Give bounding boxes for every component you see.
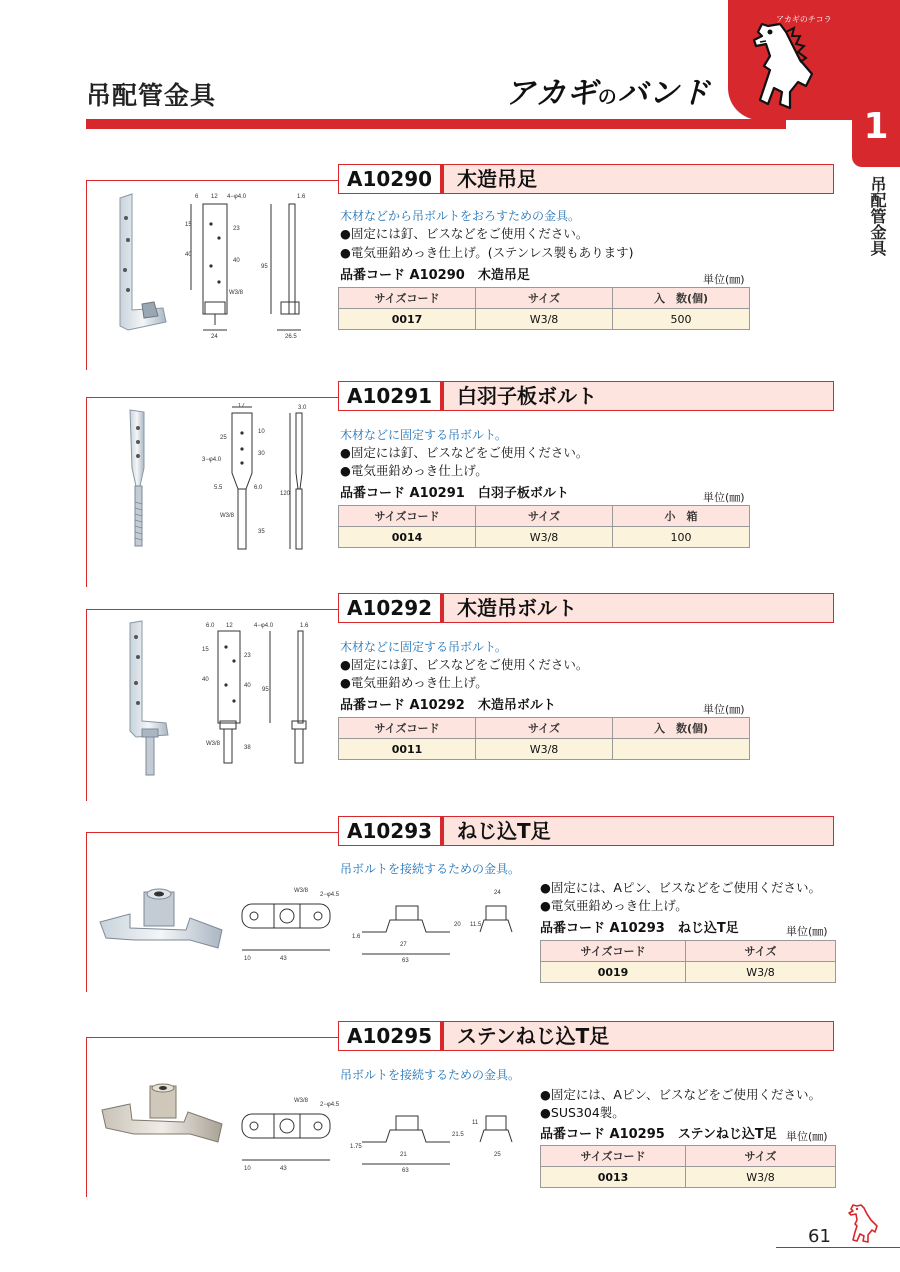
unit-label: 単位(㎜): [703, 491, 745, 504]
section-rule: [86, 180, 338, 181]
dim-label: 1.6: [297, 194, 306, 200]
table-cell: 100: [613, 527, 750, 548]
spec-table: [338, 505, 750, 548]
table-cell: 500: [613, 309, 750, 330]
bullet-item: ●電気亜鉛めっき仕上げ。(ステンレス製もあります): [340, 245, 634, 260]
dim-label: W3/8: [220, 513, 235, 519]
lead-text: 木材などに固定する吊ボルト。: [340, 428, 507, 442]
product-name: 白羽子板ボルト: [457, 384, 597, 408]
dim-label: 95: [262, 687, 269, 693]
product-code: A10293: [339, 817, 444, 845]
section-rule: [86, 397, 87, 587]
product-code: A10290: [339, 165, 444, 193]
dim-label: 43: [280, 1166, 287, 1172]
table-header: サイズコード: [339, 288, 476, 309]
product-photo-a10292: [118, 617, 183, 782]
dim-label: 4−φ4.0: [227, 194, 247, 200]
dim-label: 43: [280, 956, 287, 962]
dim-label: 30: [258, 451, 265, 457]
dim-label: 11.5: [470, 922, 482, 928]
dim-label: 63: [402, 1168, 409, 1174]
spec-table: [338, 287, 750, 330]
table-cell: 0013: [541, 1167, 686, 1188]
product-photo-a10291: [118, 406, 158, 551]
bullet-item: ●固定には、Aピン、ビスなどをご使用ください。: [540, 1087, 821, 1102]
product-code-label: 品番コード A10292 木造吊ボルト: [340, 698, 556, 713]
table-header: サイズ: [476, 288, 613, 309]
dim-label: 24: [494, 890, 501, 896]
table-cell: W3/8: [476, 309, 613, 330]
dim-label: 6.0: [254, 485, 263, 491]
dim-label: 17: [238, 403, 245, 409]
dim-label: 3.0: [298, 405, 307, 411]
dim-label: 1.6: [352, 934, 361, 940]
section-rule: [86, 832, 87, 992]
bullet-item: ●固定には釘、ビスなどをご使用ください。: [340, 226, 589, 241]
chapter-label: 吊配管金具: [868, 176, 887, 256]
table-cell: W3/8: [686, 1167, 836, 1188]
dim-label: 40: [233, 258, 240, 264]
table-header: 入 数(個): [613, 288, 750, 309]
section-title-a10290: [338, 164, 834, 194]
dimension-drawing-a10295: [236, 1094, 526, 1174]
bullet-item: ●電気亜鉛めっき仕上げ。: [340, 463, 488, 478]
footer-rule: [776, 1247, 900, 1248]
bullet-item: ●SUS304製。: [540, 1105, 625, 1120]
bullet-item: ●固定には釘、ビスなどをご使用ください。: [340, 445, 589, 460]
spec-table: [338, 717, 750, 760]
section-rule: [86, 1037, 338, 1038]
dim-label: 40: [185, 252, 192, 258]
dim-label: 27: [400, 942, 407, 948]
unit-label: 単位(㎜): [703, 703, 745, 716]
dim-label: 40: [202, 677, 209, 683]
mascot-caption: アカギのチコラ: [776, 15, 832, 24]
section-title-a10291: [338, 381, 834, 411]
dim-label: 35: [258, 529, 265, 535]
table-header: 小 箱: [613, 506, 750, 527]
bullet-item: ●固定には、Aピン、ビスなどをご使用ください。: [540, 880, 821, 895]
dim-label: 10: [244, 956, 251, 962]
table-header: サイズコード: [541, 1146, 686, 1167]
section-rule: [86, 609, 87, 801]
table-cell: 0014: [339, 527, 476, 548]
lead-text: 吊ボルトを接続するための金具。: [340, 862, 521, 876]
dimension-drawing-a10293: [236, 884, 526, 964]
brand-main: アカギ: [505, 76, 598, 111]
dim-label: W3/8: [294, 1098, 309, 1104]
header-red-bar: [86, 119, 786, 129]
bullet-item: ●電気亜鉛めっき仕上げ。: [340, 675, 488, 690]
dinosaur-mascot-icon: [845, 1200, 879, 1244]
section-title-a10293: [338, 816, 834, 846]
table-cell: W3/8: [476, 527, 613, 548]
dim-label: 10: [244, 1166, 251, 1172]
dim-label: 63: [402, 958, 409, 964]
table-cell: 0011: [339, 739, 476, 760]
dim-label: 23: [244, 653, 251, 659]
chapter-tab: 1: [852, 87, 900, 167]
dim-label: W3/8: [229, 290, 244, 296]
dim-label: 11: [472, 1120, 479, 1126]
product-code: A10292: [339, 594, 444, 622]
table-header: サイズ: [686, 941, 836, 962]
bullet-item: ●電気亜鉛めっき仕上げ。: [540, 898, 688, 913]
product-code: A10295: [339, 1022, 444, 1050]
section-rule: [86, 609, 338, 610]
table-cell: W3/8: [686, 962, 836, 983]
dim-label: 10: [258, 429, 265, 435]
product-name: ステンねじ込T足: [457, 1024, 610, 1048]
dim-label: 5.5: [214, 485, 223, 491]
dim-label: 4−φ4.0: [254, 623, 274, 629]
dinosaur-mascot-icon: [740, 12, 820, 117]
dim-label: 2−φ4.5: [320, 1102, 340, 1108]
unit-label: 単位(㎜): [703, 273, 745, 286]
section-title-a10292: [338, 593, 834, 623]
dimension-drawing-a10290: [185, 190, 335, 340]
dimension-drawing-a10291: [200, 403, 330, 553]
dim-label: 24: [211, 334, 218, 340]
unit-label: 単位(㎜): [786, 925, 828, 938]
dim-label: 1.6: [300, 623, 309, 629]
dim-label: 25: [494, 1152, 501, 1158]
section-rule: [86, 1037, 87, 1197]
dim-label: 15: [185, 222, 192, 228]
product-photo-a10290: [108, 190, 178, 340]
dimension-drawing-a10292: [200, 621, 330, 771]
section-rule: [86, 397, 338, 398]
product-photo-a10295: [98, 1082, 228, 1162]
spec-table: [540, 1145, 836, 1188]
table-header: サイズコード: [339, 506, 476, 527]
dim-label: 6: [195, 194, 199, 200]
table-header: サイズ: [686, 1146, 836, 1167]
table-header: サイズコード: [541, 941, 686, 962]
page-title: 吊配管金具: [86, 81, 217, 110]
dim-label: 120: [280, 491, 291, 497]
dim-label: 38: [244, 745, 251, 751]
table-cell: [613, 739, 750, 760]
product-name: ねじ込T足: [457, 819, 551, 843]
dim-label: W3/8: [294, 888, 309, 894]
bullet-item: ●固定には釘、ビスなどをご使用ください。: [340, 657, 589, 672]
dim-label: 20: [454, 922, 461, 928]
unit-label: 単位(㎜): [786, 1130, 828, 1143]
product-code-label: 品番コード A10295 ステンねじ込T足: [540, 1127, 777, 1142]
section-title-a10295: [338, 1021, 834, 1051]
table-cell: W3/8: [476, 739, 613, 760]
table-header: サイズ: [476, 506, 613, 527]
dim-label: 1.75: [350, 1144, 362, 1150]
lead-text: 木材などから吊ボルトをおろすための金具。: [340, 209, 581, 223]
dim-label: 95: [261, 264, 268, 270]
table-header: サイズコード: [339, 718, 476, 739]
lead-text: 吊ボルトを接続するための金具。: [340, 1068, 521, 1082]
brand-band: バンド: [617, 76, 711, 111]
dim-label: 12: [211, 194, 218, 200]
product-photo-a10293: [94, 878, 229, 963]
table-header: サイズ: [476, 718, 613, 739]
page-number: 61: [808, 1226, 831, 1247]
spec-table: [540, 940, 836, 983]
dim-label: 40: [244, 683, 251, 689]
table-cell: 0019: [541, 962, 686, 983]
section-rule: [86, 180, 87, 370]
product-code: A10291: [339, 382, 444, 410]
table-header: 入 数(個): [613, 718, 750, 739]
product-name: 木造吊ボルト: [457, 596, 577, 620]
dim-label: 3−φ4.0: [202, 457, 222, 463]
section-rule: [86, 832, 338, 833]
dim-label: 6.0: [206, 623, 215, 629]
brand-no: の: [597, 86, 618, 108]
brand-logo: [505, 68, 711, 112]
dim-label: 26.5: [285, 334, 297, 340]
dim-label: 23: [233, 226, 240, 232]
product-code-label: 品番コード A10293 ねじ込T足: [540, 921, 739, 936]
dim-label: 2−φ4.5: [320, 892, 340, 898]
dim-label: W3/8: [206, 741, 221, 747]
product-name: 木造吊足: [457, 167, 537, 191]
dim-label: 21.5: [452, 1132, 464, 1138]
lead-text: 木材などに固定する吊ボルト。: [340, 640, 507, 654]
dim-label: 12: [226, 623, 233, 629]
dim-label: 21: [400, 1152, 407, 1158]
dim-label: 15: [202, 647, 209, 653]
table-cell: 0017: [339, 309, 476, 330]
product-code-label: 品番コード A10291 白羽子板ボルト: [340, 486, 569, 501]
product-code-label: 品番コード A10290 木造吊足: [340, 268, 530, 283]
dim-label: 25: [220, 435, 227, 441]
